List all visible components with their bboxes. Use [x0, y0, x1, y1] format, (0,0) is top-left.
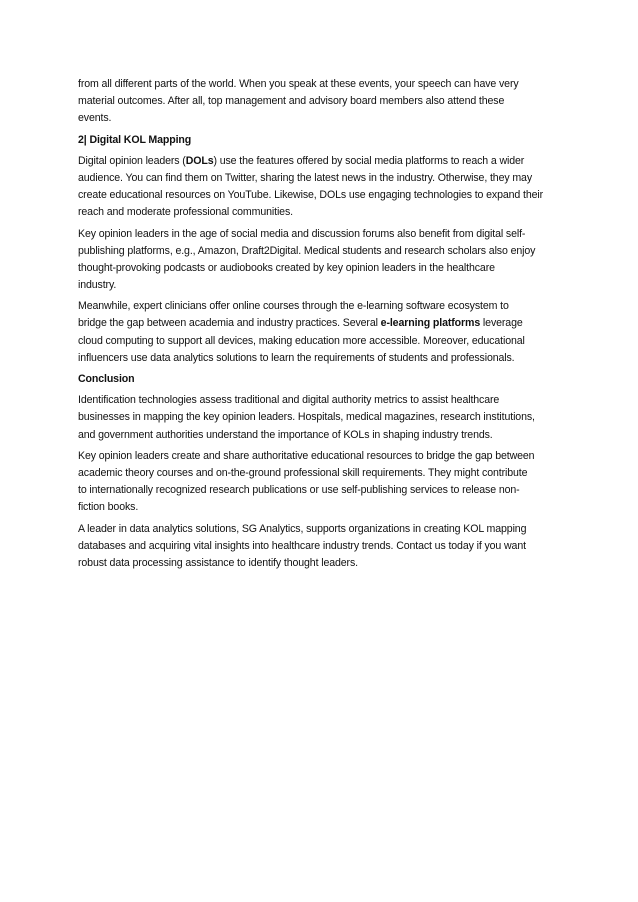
text-line — [78, 153, 638, 170]
bold-text: Conclusion — [78, 373, 135, 385]
text-run: cloud computing to support all devices, making education more accessible. Moreover, educational — [78, 334, 525, 347]
text-run: audience. You can find them on Twitter, sharing the latest news in the industry. Otherwise, they may — [78, 171, 532, 184]
text-line — [78, 482, 638, 499]
bold-text: 2| Digital KOL Mapping — [78, 133, 192, 146]
bold-text: e-learning platforms — [380, 317, 481, 330]
text-line — [78, 76, 638, 93]
text-run: fiction books. — [78, 501, 139, 514]
text-line — [78, 260, 638, 277]
text-line — [78, 93, 638, 110]
paragraph — [78, 226, 638, 295]
text-run: thought-provoking podcasts or audiobooks created by key opinion leaders in the healthcare — [78, 261, 495, 274]
text-line — [78, 555, 638, 572]
text-line — [78, 465, 638, 482]
text-run: Digital opinion leaders ( — [78, 154, 186, 167]
text-run: robust data processing assistance to identify thought leaders. — [78, 556, 358, 569]
text-run: material outcomes. After all, top management and advisory board members also attend these — [78, 95, 505, 108]
text-run: A leader in data analytics solutions, SG Analytics, supports organizations in creating KOL mapping — [78, 522, 527, 535]
text-run: Key opinion leaders create and share authoritative educational resources to bridge the gap between — [78, 449, 535, 462]
paragraph — [78, 298, 638, 367]
text-run: industry. — [78, 279, 117, 292]
text-line — [78, 277, 638, 294]
text-line — [78, 409, 638, 426]
text-line — [78, 521, 638, 538]
text-line — [78, 350, 638, 367]
text-line — [78, 110, 638, 127]
text-run: events. — [78, 112, 112, 125]
section-heading — [78, 371, 638, 388]
text-line — [78, 132, 638, 149]
text-run: publishing platforms, e.g., Amazon, Draft2Digital. Medical students and research scholars also enjoy — [78, 244, 536, 257]
text-line — [78, 499, 638, 516]
bold-text: DOLs — [185, 154, 214, 167]
text-line — [78, 371, 638, 388]
text-run: from all different parts of the world. When you speak at these events, your speech can have very — [78, 78, 519, 90]
paragraph — [78, 76, 638, 128]
paragraph — [78, 392, 638, 444]
paragraph — [78, 448, 638, 517]
text-run: bridge the gap between academia and industry practices. Several — [78, 317, 381, 330]
text-run: academic theory courses and on-the-ground professional skill requirements. They might contribute — [78, 466, 528, 479]
text-run: reach and moderate professional communities. — [78, 206, 293, 219]
text-run: businesses in mapping the key opinion leaders. Hospitals, medical magazines, research institutions, — [78, 411, 535, 424]
text-line — [78, 315, 638, 332]
text-line — [78, 226, 638, 243]
text-run: ) use the features offered by social media platforms to reach a wider — [213, 154, 525, 167]
paragraph — [78, 521, 638, 573]
text-line — [78, 538, 638, 555]
text-line — [78, 243, 638, 260]
text-run: leverage — [480, 317, 523, 330]
text-run: Key opinion leaders in the age of social media and discussion forums also benefit from digital self- — [78, 227, 526, 240]
text-run: Meanwhile, expert clinicians offer online courses through the e-learning software ecosystem to — [78, 300, 509, 313]
text-line — [78, 427, 638, 444]
text-line — [78, 204, 638, 221]
text-run: and government authorities understand the importance of KOLs in shaping industry trends. — [78, 428, 493, 441]
text-run: to internationally recognized research publications or use self-publishing services to release non- — [78, 484, 520, 497]
text-line — [78, 298, 638, 315]
text-line — [78, 448, 638, 465]
paragraph — [78, 153, 638, 222]
text-line — [78, 392, 638, 409]
text-run: databases and acquiring vital insights into healthcare industry trends. Contact us today if you want — [78, 539, 526, 552]
section-heading — [78, 132, 638, 149]
text-line — [78, 187, 638, 204]
text-run: create educational resources on YouTube. Likewise, DOLs use engaging technologies to expand their — [78, 189, 544, 202]
text-run: Identification technologies assess traditional and digital authority metrics to assist healthcare — [78, 394, 500, 407]
text-line — [78, 170, 638, 187]
text-line — [78, 333, 638, 350]
text-run: influencers use data analytics solutions to learn the requirements of students and professionals. — [78, 351, 515, 364]
